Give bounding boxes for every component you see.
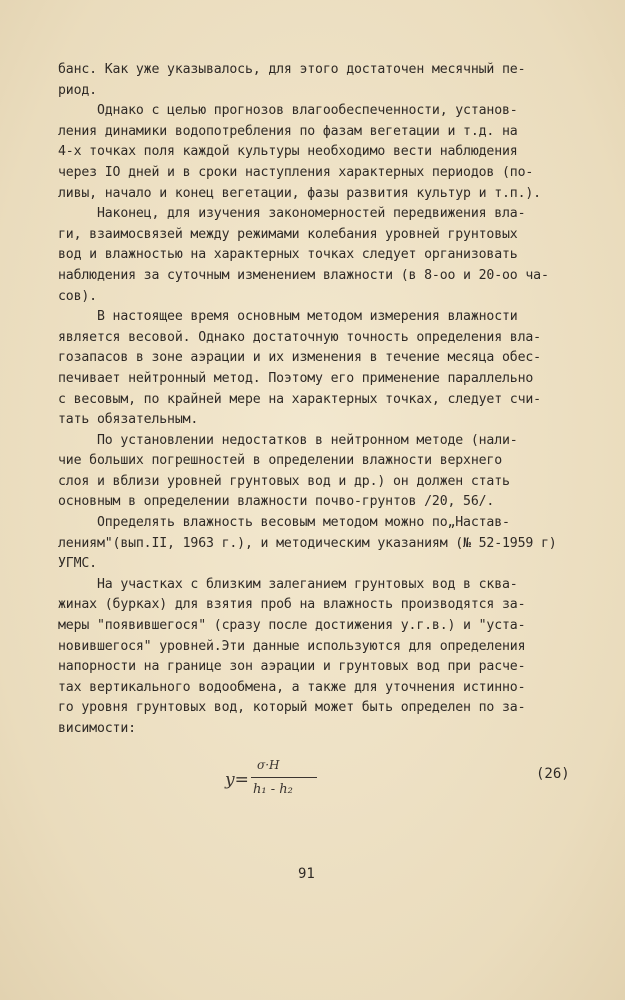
text-line: напорности на границе зон аэрации и грунтовых вод при расче- [58, 659, 526, 675]
equation-number: (26) [536, 766, 570, 782]
text-line: ги, взаимосвязей между режимами колебания уровней грунтовых [58, 226, 518, 242]
text-line: жинах (бурках) для взятия проб на влажность производятся за- [58, 597, 526, 613]
text-line: печивает нейтронный метод. Поэтому его применение параллельно [58, 370, 534, 386]
formula-lhs: y= [225, 770, 249, 790]
text-line: сов). [58, 288, 97, 304]
text-line: основным в определении влажности почво-грунтов /20, 56/. [58, 494, 495, 510]
text-line: ливы, начало и конец вегетации, фазы развития культур и т.п.). [58, 185, 541, 201]
text-line: 4-х точках поля каждой культуры необходимо вести наблюдения [58, 144, 518, 160]
formula-denominator: h₁ - h₂ [253, 782, 293, 797]
text-line: На участках с близким залеганием грунтовых вод в сква- [58, 576, 518, 592]
text-line: го уровня грунтовых вод, который может быть определен по за- [58, 700, 526, 716]
text-line: слоя и вблизи уровней грунтовых вод и др.) он должен стать [58, 473, 510, 489]
text-line: В настоящее время основным методом измерения влажности [58, 309, 518, 325]
text-line: риод. [58, 82, 97, 98]
text-line: Однако с целью прогнозов влагообеспеченности, установ- [58, 103, 518, 119]
text-line: с весовым, по крайней мере на характерных точках, следует счи- [58, 391, 541, 407]
text-line: банс. Как уже указывалось, для этого достаточен месячный пе- [58, 62, 526, 77]
formula [225, 760, 345, 808]
text-line: новившегося" уровней.Эти данные используются для определения [58, 638, 526, 654]
text-line: висимости: [58, 721, 136, 736]
text-line: По установлении недостатков в нейтронном методе (нали- [58, 432, 518, 448]
text-line: Определять влажность весовым методом можно по„Настав- [58, 515, 510, 531]
text-line: гозапасов в зоне аэрации и их изменения в течение месяца обес- [58, 350, 541, 366]
text-line: вод и влажностью на характерных точках следует организовать [58, 247, 518, 263]
text-line: Наконец, для изучения закономерностей передвижения вла- [58, 206, 526, 222]
body-text [58, 60, 578, 740]
text-line: наблюдения за суточным изменением влажности (в 8-оо и 20-оо ча- [58, 267, 549, 283]
text-line: чие больших погрешностей в определении влажности верхнего [58, 453, 503, 469]
text-line: тах вертикального водообмена, а также для уточнения истинно- [58, 679, 526, 695]
text-line: меры "появившегося" (сразу после достижения у.г.в.) и "уста- [58, 618, 526, 634]
text-line: ления динамики водопотребления по фазам вегетации и т.д. на [58, 123, 518, 139]
text-line: тать обязательным. [58, 412, 199, 428]
page-number: 91 [298, 866, 315, 882]
text-line: является весовой. Однако достаточную точность определения вла- [58, 329, 541, 345]
formula-fraction-bar [251, 777, 317, 778]
text-line: через IO дней и в сроки наступления характерных периодов (по- [58, 164, 534, 180]
text-line: лениям"(вып.II, 1963 г.), и методическим указаниям (№ 52-1959 г) [58, 535, 557, 551]
formula-numerator: σ·H [257, 758, 280, 772]
text-line: УГМС. [58, 556, 97, 572]
